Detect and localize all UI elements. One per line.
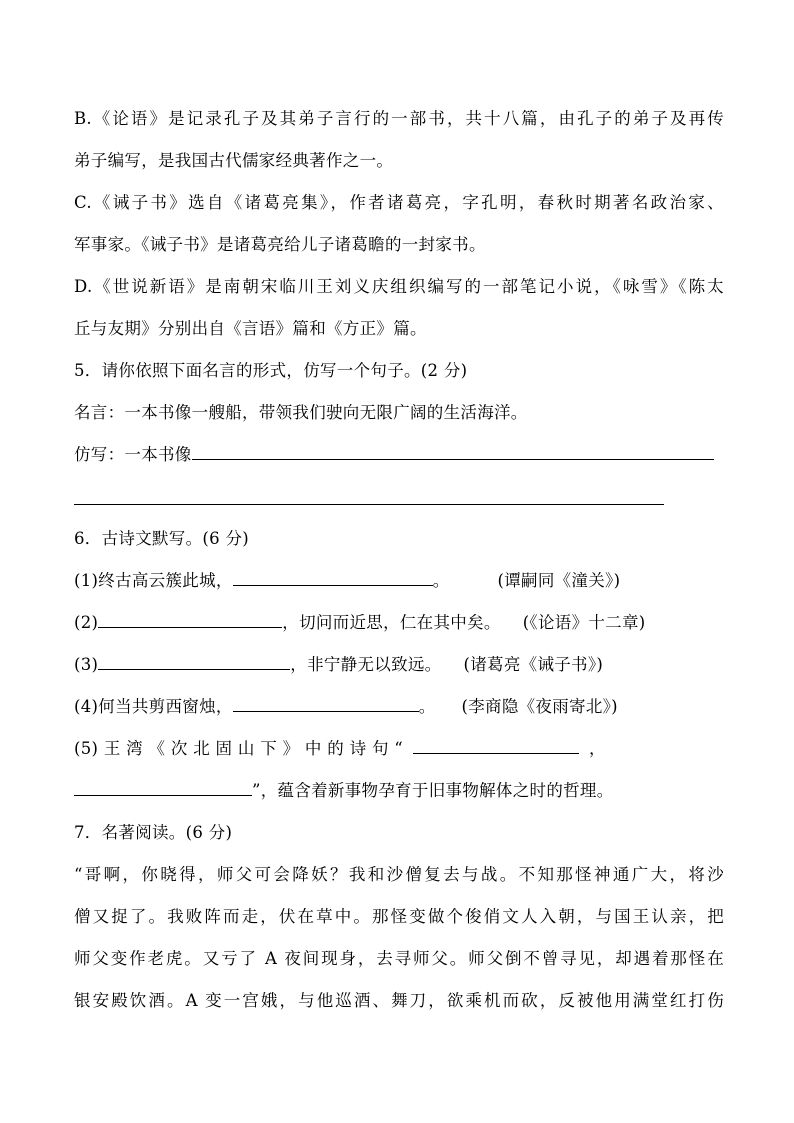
- q7-title: 7．名著阅读。(6 分): [74, 823, 233, 842]
- q6-item4-suffix: 。: [418, 697, 436, 716]
- q4-option-c-line1: C.《诫子书》选自《诸葛亮集》，作者诸葛亮，字孔明，春秋时期著名政治家、: [74, 193, 724, 212]
- q6-item5-comma: ，: [589, 739, 606, 758]
- q6-item-2: [74, 602, 724, 644]
- q6-item4-blank[interactable]: [233, 697, 419, 712]
- q6-item1-blank[interactable]: [233, 571, 433, 586]
- exam-page: [74, 98, 724, 1022]
- q7-passage-line1: “哥啊，你晓得，师父可会降妖？我和沙僧复去与战。不知那怪神通广大，将沙: [74, 865, 724, 884]
- q6-item-3: [74, 644, 724, 686]
- q6-item-5-line2: [74, 770, 724, 812]
- q5-imitate-line: [74, 434, 724, 476]
- q6-item4-prefix: (4)何当共剪西窗烛，: [74, 697, 233, 716]
- q5-answer-blank-2[interactable]: [74, 476, 724, 518]
- q6-item5-line2-suffix: ”，蕴含着新事物孕育于旧事物解体之时的哲理。: [252, 781, 614, 800]
- q7-passage-line4: 银安殿饮酒。A 变一宫娥，与他巡酒、舞刀，欲乘机而砍，反被他用满堂红打伤: [74, 991, 724, 1010]
- q4-option-d-line2: 丘与友期》分别出自《言语》篇和《方正》篇。: [74, 319, 427, 338]
- q7-passage-line2: 僧又捉了。我败阵而走，伏在草中。那怪变做个俊俏文人入朝，与国王认亲，把: [74, 907, 724, 926]
- q6-item1-source: (谭嗣同《潼关》): [497, 571, 621, 590]
- q6-item1-prefix: (1)终古高云簇此城，: [74, 571, 233, 590]
- q6-item3-suffix: ，非宁静无以致远。: [290, 655, 442, 674]
- q6-item-5-line1: [74, 728, 724, 770]
- q4-option-c-line2: 军事家。《诫子书》是诸葛亮给儿子诸葛瞻的一封家书。: [74, 235, 486, 254]
- q5-answer-blank-1[interactable]: [192, 445, 714, 460]
- q6-item2-blank[interactable]: [98, 613, 282, 628]
- q6-item2-source: (《论语》十二章): [522, 613, 646, 632]
- q6-item1-suffix: 。: [432, 571, 450, 590]
- q5-title: 5．请你依照下面名言的形式，仿写一个句子。(2 分): [74, 361, 468, 380]
- q6-item5-blank-2[interactable]: [74, 781, 252, 796]
- q6-item3-blank[interactable]: [98, 655, 290, 670]
- q7-passage-line3: 师父变作老虎。又亏了 A 夜间现身，去寻师父。师父倒不曾寻见，却遇着那怪在: [74, 949, 724, 968]
- q6-item5-blank-1[interactable]: [413, 739, 579, 754]
- q6-item5-prefix: (5) 王 湾 《 次 北 固 山 下 》 中 的 诗 句 “: [74, 739, 404, 758]
- q6-item3-source: (诸葛亮《诫子书》): [463, 655, 604, 674]
- q4-option-b-line1: B.《论语》是记录孔子及其弟子言行的一部书，共十八篇，由孔子的弟子及再传: [74, 109, 724, 128]
- q4-option-b-line2: 弟子编写，是我国古代儒家经典著作之一。: [74, 151, 394, 170]
- q6-item3-prefix: (3): [74, 655, 99, 674]
- q5-quote: 名言：一本书像一艘船，带领我们驶向无限广阔的生活海洋。: [74, 403, 528, 422]
- q6-title: 6．古诗文默写。(6 分): [74, 529, 250, 548]
- q6-item4-source: (李商隐《夜雨寄北》): [461, 697, 618, 716]
- q5-imitate-prefix: 仿写：一本书像: [74, 445, 192, 464]
- q6-item-1: [74, 560, 724, 602]
- q6-item2-suffix: ，切问而近思，仁在其中矣。: [282, 613, 501, 632]
- q6-item-4: [74, 686, 724, 728]
- q4-option-d-line1: D.《世说新语》是南朝宋临川王刘义庆组织编写的一部笔记小说，《咏雪》《陈太: [74, 277, 724, 296]
- q6-item2-prefix: (2): [74, 613, 99, 632]
